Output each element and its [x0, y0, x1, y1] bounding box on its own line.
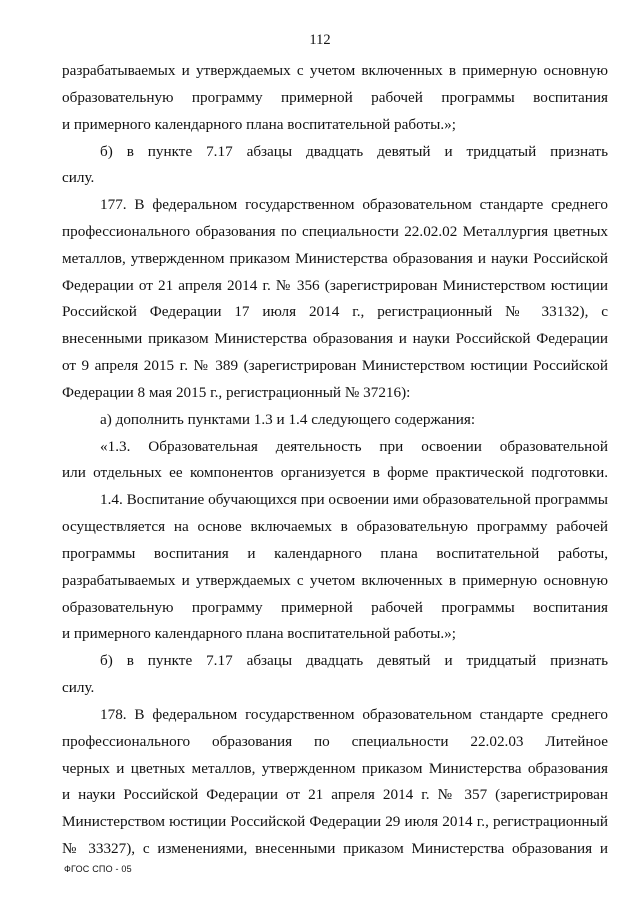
text-line: внесенными приказом Министерства образования и науки Российской Федерации — [62, 330, 608, 348]
text-line: образовательную программу примерной рабочей программы воспитания — [62, 598, 608, 616]
text-line: и примерного календарного плана воспитательной работы.»; — [62, 115, 456, 133]
text-line: 1.4. Воспитание обучающихся при освоении ими образовательной программы — [100, 491, 608, 509]
text-line: б) в пункте 7.17 абзацы двадцать девятый и тридцатый признать — [100, 652, 608, 670]
text-line: или отдельных ее компонентов организуется в форме практической подготовки. — [62, 464, 608, 482]
text-line: б) в пункте 7.17 абзацы двадцать девятый и тридцатый признать — [100, 142, 608, 160]
text-line: силу. — [62, 679, 95, 696]
text-line: профессионального образования по специальности 22.02.02 Металлургия цветных — [62, 223, 608, 240]
text-line: разрабатываемых и утверждаемых с учетом включенных в примерную основную — [62, 62, 608, 79]
text-line: осуществляется на основе включаемых в образовательную программу рабочей — [62, 518, 608, 536]
text-line: а) дополнить пунктами 1.3 и 1.4 следующего содержания: — [100, 410, 476, 428]
text-line: профессионального образования по специальности 22.02.03 Литейное — [62, 732, 608, 750]
text-line: Министерством юстиции Российской Федерации 29 июля 2014 г., регистрационный — [62, 813, 608, 831]
text-line: и науки Российской Федерации от 21 апреля 2014 г. № 357 (зарегистрирован — [62, 786, 608, 804]
text-line: № 33327), с изменениями, внесенными приказом Министерства образования и — [62, 840, 608, 857]
text-line: и примерного календарного плана воспитательной работы.»; — [62, 625, 456, 643]
page-number: 112 — [309, 32, 331, 48]
text-line: «1.3. Образовательная деятельность при освоении образовательной — [100, 437, 608, 455]
footer-code: ФГОС СПО - 05 — [64, 864, 132, 874]
text-line: черных и цветных металлов, утвержденном приказом Министерства образования — [62, 759, 608, 777]
text-line: образовательную программу примерной рабочей программы воспитания — [62, 88, 608, 106]
text-line: силу. — [62, 169, 95, 187]
text-line: металлов, утвержденном приказом Министерства образования и науки Российской — [62, 249, 608, 267]
text-line: 177. В федеральном государственном образовательном стандарте среднего — [100, 196, 608, 214]
text-line: Российской Федерации 17 июля 2014 г., регистрационный № 33132), с — [62, 303, 608, 321]
text-line: программы воспитания и календарного плана воспитательной работы, — [62, 544, 608, 562]
text-line: разрабатываемых и утверждаемых с учетом включенных в примерную основную — [62, 571, 608, 589]
text-line: от 9 апреля 2015 г. № 389 (зарегистрирован Министерством юстиции Российской — [62, 357, 608, 375]
text-line: Федерации 8 мая 2015 г., регистрационный № 37216): — [62, 383, 411, 401]
text-line: Федерации от 21 апреля 2014 г. № 356 (зарегистрирован Министерством юстиции — [62, 276, 608, 294]
text-line: 178. В федеральном государственном образовательном стандарте среднего — [100, 705, 608, 723]
